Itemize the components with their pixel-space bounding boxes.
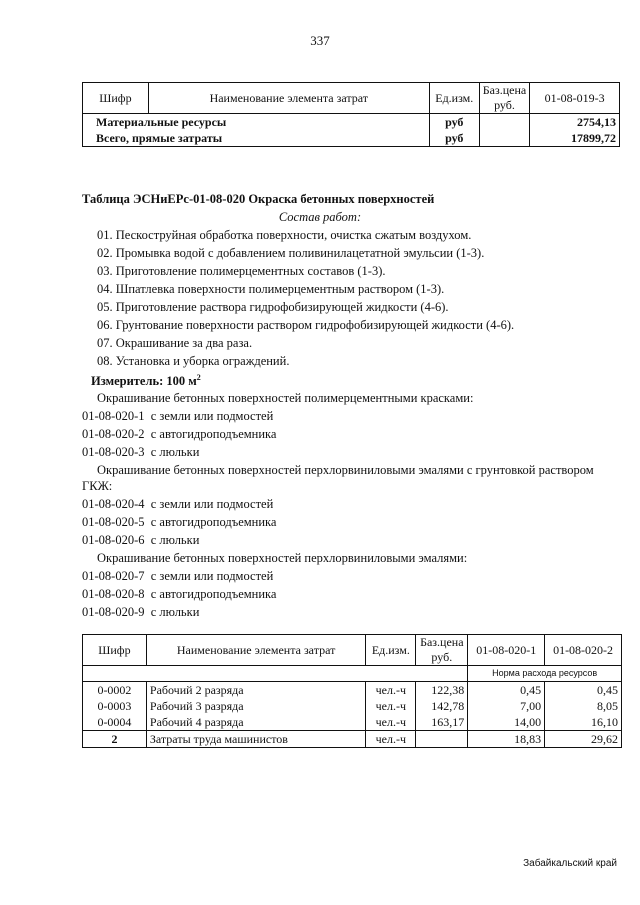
header-code: Шифр — [83, 635, 147, 666]
table-row — [83, 114, 620, 131]
row-value-1: 14,00 — [468, 714, 545, 731]
code-item: 01-08-020-7 с земли или подмостей — [82, 569, 274, 583]
norm-label-row — [83, 666, 622, 682]
row-name: Материальные ресурсы — [83, 114, 430, 131]
work-item: 08. Установка и уборка ограждений. — [97, 354, 290, 368]
header-code: Шифр — [83, 83, 149, 114]
code-item: 01-08-020-9 с люльки — [82, 605, 200, 619]
row-unit: чел.-ч — [366, 714, 416, 731]
row-value-1: 18,83 — [468, 731, 545, 748]
table-row — [83, 714, 622, 731]
work-item: 05. Приготовление раствора гидрофобизирующей жидкости (4-6). — [97, 300, 449, 314]
group-title: Окрашивание бетонных поверхностей полимерцементными красками: — [97, 391, 474, 405]
work-item: 01. Пескоструйная обработка поверхности, очистка сжатым воздухом. — [97, 228, 472, 242]
row-code: 2 — [83, 731, 147, 748]
header-name: Наименование элемента затрат — [148, 83, 429, 114]
table-row — [83, 731, 622, 748]
group-title-continued: ГКЖ: — [82, 479, 113, 493]
region-footer: Забайкальский край — [523, 858, 617, 869]
table-row — [83, 130, 620, 147]
row-value-1: 7,00 — [468, 698, 545, 714]
row-name: Рабочий 2 разряда — [146, 682, 365, 699]
row-code: 0-0003 — [83, 698, 147, 714]
row-value: 17899,72 — [530, 130, 620, 147]
header-base-price-line1: Баз.цена — [482, 83, 527, 97]
header-base-price — [479, 83, 529, 114]
row-unit: руб — [429, 130, 479, 147]
row-value-2: 8,05 — [545, 698, 622, 714]
code-item: 01-08-020-8 с автогидроподъемника — [82, 587, 277, 601]
header-column-code: 01-08-019-3 — [530, 83, 620, 114]
row-code: 0-0002 — [83, 682, 147, 699]
header-col-020-1: 01-08-020-1 — [468, 635, 545, 666]
norm-label: Норма расхода ресурсов — [468, 666, 622, 682]
row-price: 142,78 — [416, 698, 468, 714]
measure-unit: Измеритель: 100 $м^2$ — [91, 373, 201, 389]
row-value-2: 0,45 — [545, 682, 622, 699]
row-code: 0-0004 — [83, 714, 147, 731]
table-header-row — [83, 635, 622, 666]
row-name: Всего, прямые затраты — [83, 130, 430, 147]
work-item: 02. Промывка водой с добавлением поливинилацетатной эмульсии (1-3). — [97, 246, 485, 260]
code-item: 01-08-020-4 с земли или подмостей — [82, 497, 274, 511]
norm-label-spacer — [83, 666, 468, 682]
row-price — [479, 130, 529, 147]
row-price: 122,38 — [416, 682, 468, 699]
row-price — [479, 114, 529, 131]
header-unit: Ед.изм. — [429, 83, 479, 114]
row-unit: чел.-ч — [366, 731, 416, 748]
table-row — [83, 698, 622, 714]
header-base-price-line2: руб. — [494, 98, 515, 112]
header-base-price-line2: руб. — [431, 650, 453, 664]
row-value: 2754,13 — [530, 114, 620, 131]
row-price — [416, 731, 468, 748]
work-item: 04. Шпатлевка поверхности полимерцементным раствором (1-3). — [97, 282, 445, 296]
header-name: Наименование элемента затрат — [146, 635, 365, 666]
code-item: 01-08-020-1 с земли или подмостей — [82, 409, 274, 423]
row-name: Затраты труда машинистов — [146, 731, 365, 748]
row-unit: руб — [429, 114, 479, 131]
table-header-row — [83, 83, 620, 114]
row-value-2: 29,62 — [545, 731, 622, 748]
row-name: Рабочий 4 разряда — [146, 714, 365, 731]
code-item: 01-08-020-3 с люльки — [82, 445, 200, 459]
table-row — [83, 682, 622, 699]
resource-norms-table — [82, 634, 622, 748]
row-unit: чел.-ч — [366, 698, 416, 714]
group-title: Окрашивание бетонных поверхностей перхлорвиниловыми эмалями: — [97, 551, 468, 565]
work-composition-heading: Состав работ: — [278, 210, 362, 224]
table-caption: Таблица ЭСНиЕРс-01-08-020 Окраска бетонных поверхностей — [82, 192, 435, 206]
row-value-2: 16,10 — [545, 714, 622, 731]
page-number: 337 — [310, 33, 330, 48]
code-item: 01-08-020-6 с люльки — [82, 533, 200, 547]
group-title: Окрашивание бетонных поверхностей перхлорвиниловыми эмалями с грунтовкой раствором — [97, 463, 594, 477]
row-value-1: 0,45 — [468, 682, 545, 699]
code-item: 01-08-020-2 с автогидроподъемника — [82, 427, 277, 441]
header-base-price — [416, 635, 468, 666]
row-price: 163,17 — [416, 714, 468, 731]
row-name: Рабочий 3 разряда — [146, 698, 365, 714]
cost-table-continued — [82, 82, 620, 147]
code-item: 01-08-020-5 с автогидроподъемника — [82, 515, 277, 529]
header-col-020-2: 01-08-020-2 — [545, 635, 622, 666]
work-item: 03. Приготовление полимерцементных составов (1-3). — [97, 264, 386, 278]
row-unit: чел.-ч — [366, 682, 416, 699]
measure-unit-sup: 2 — [196, 373, 201, 382]
header-base-price-line1: Баз.цена — [420, 635, 464, 649]
work-item: 06. Грунтование поверхности раствором гидрофобизирующей жидкости (4-6). — [97, 318, 515, 332]
work-item: 07. Окрашивание за два раза. — [97, 336, 253, 350]
header-unit: Ед.изм. — [366, 635, 416, 666]
